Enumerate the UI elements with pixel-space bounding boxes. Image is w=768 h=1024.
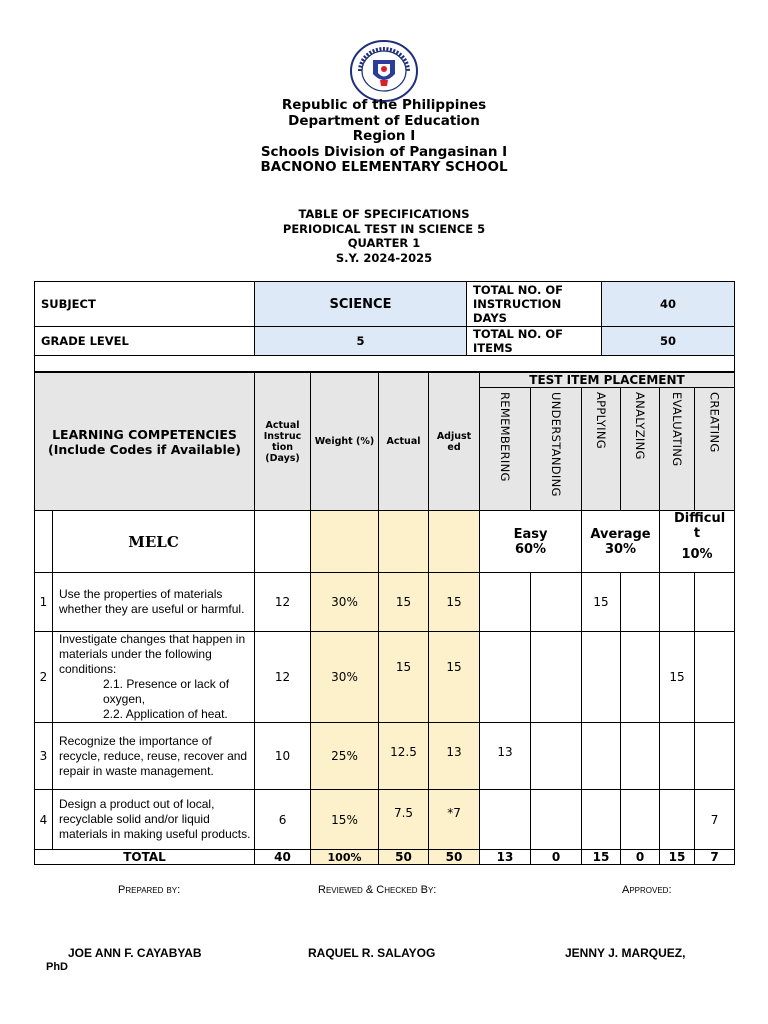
level-analyzing: ANALYZING (621, 388, 660, 511)
level-evaluating: EVALUATING (660, 388, 695, 511)
adjusted-header: Adjust ed (429, 373, 480, 511)
table-row: 1 Use the properties of materials whether they are useful or harmful. 12 30% 15 15 15 (35, 573, 735, 632)
grade-value: 5 (255, 327, 467, 356)
letterhead (0, 98, 768, 176)
competencies-header: LEARNING COMPETENCIES (Include Codes if Available) (35, 373, 255, 511)
level-creating: CREATING (695, 388, 735, 511)
reviewed-by-label: Reviewed & Checked By: (318, 884, 437, 896)
subject-label: SUBJECT (35, 282, 255, 327)
difficult-label: Difficul t 10% (660, 511, 735, 573)
items-label: TOTAL NO. OF ITEMS (467, 327, 602, 356)
department-line: Department of Education (288, 112, 480, 129)
division-line: Schools Division of Pangasinan I (260, 143, 508, 160)
spacer-row (35, 356, 735, 372)
table-row: 3 Recognize the importance of recycle, reduce, reuse, recover and repair in waste management. 10 25% 12.5 13 13 (35, 723, 735, 790)
prepared-by-label: Prepared by: (118, 884, 181, 896)
approved-name: JENNY J. MARQUEZ, (565, 946, 686, 960)
prepared-name: JOE ANN F. CAYABYAB (68, 946, 202, 960)
items-value: 50 (602, 327, 735, 356)
melc-label: MELC (53, 511, 255, 573)
grade-label: GRADE LEVEL (35, 327, 255, 356)
republic-line: Republic of the Philippines (281, 97, 487, 113)
title-line-3: QUARTER 1 (347, 236, 421, 250)
table-row: 2 Investigate changes that happen in materials under the following conditions: 2.1. Presence or lack of oxygen, 2.2. Application of heat. 12 30% 15 15 15 (35, 632, 735, 723)
actual-header: Actual (379, 373, 429, 511)
weight-header: Weight (%) (311, 373, 379, 511)
approved-label: Approved: (622, 884, 672, 896)
placement-header: TEST ITEM PLACEMENT (480, 373, 735, 388)
days-value: 40 (602, 282, 735, 327)
specifications-table (34, 372, 735, 865)
easy-label: Easy 60% (480, 511, 582, 573)
title-line-1: TABLE OF SPECIFICATIONS (298, 207, 470, 221)
table-row: 4 Design a product out of local, recyclable solid and/or liquid materials in making useful products. 6 15% 7.5 *7 7 (35, 790, 735, 850)
level-applying: APPLYING (582, 388, 621, 511)
reviewed-name: RAQUEL R. SALAYOG (308, 946, 436, 960)
days-label: TOTAL NO. OF INSTRUCTION DAYS (467, 282, 602, 327)
region-line: Region I (352, 128, 416, 144)
title-line-2: PERIODICAL TEST IN SCIENCE 5 (282, 221, 486, 236)
level-remembering: REMEMBERING (480, 388, 531, 511)
info-table (34, 281, 735, 372)
deped-seal-logo (350, 40, 418, 102)
document-title (0, 207, 768, 265)
average-label: Average 30% (582, 511, 660, 573)
subject-value: SCIENCE (255, 282, 467, 327)
school-line: BACNONO ELEMENTARY SCHOOL (260, 159, 508, 175)
title-line-4: S.Y. 2024-2025 (335, 250, 433, 265)
actual-days-header: Actual Instruc tion (Days) (255, 373, 311, 511)
level-understanding: UNDERSTANDING (531, 388, 582, 511)
approved-name-suffix: PhD (46, 961, 68, 973)
total-row: TOTAL 40 100% 50 50 13 0 15 0 15 7 (35, 850, 735, 865)
